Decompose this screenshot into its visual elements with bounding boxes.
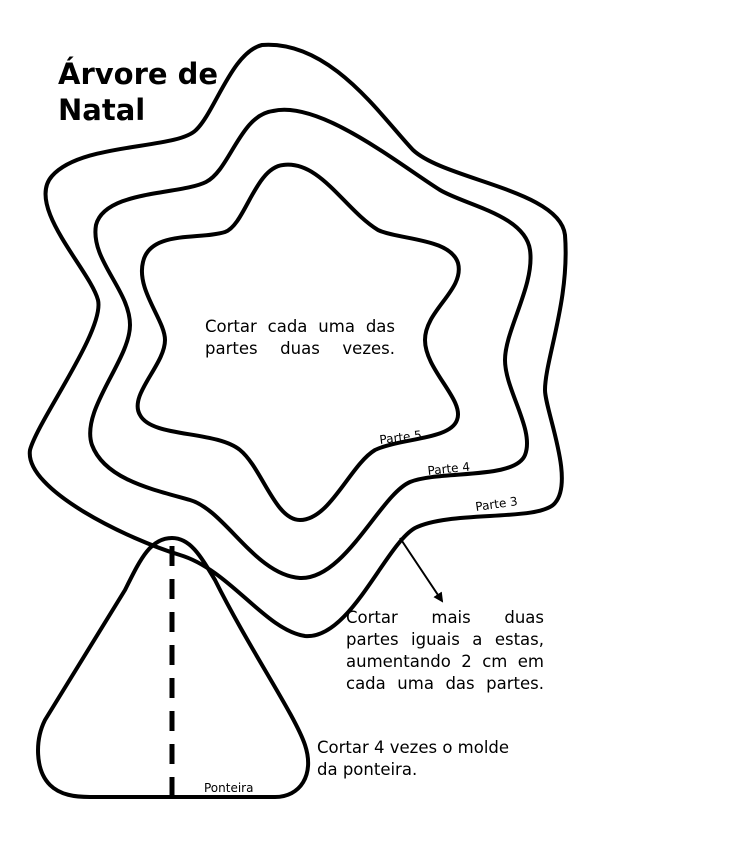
pointer-arrow	[400, 538, 442, 601]
label-parte-4: Parte 4	[426, 459, 471, 478]
ponteira-note-line-2: da ponteira.	[317, 760, 418, 779]
label-ponteira: Ponteira	[204, 781, 254, 795]
center-note-line-1: Cortar cada uma das	[205, 317, 395, 336]
page-title-line-2: Natal	[58, 93, 146, 127]
label-parte-3: Parte 3	[474, 494, 519, 514]
label-parte-5: Parte 5	[378, 427, 423, 447]
extra-note-line-4: cada uma das partes.	[346, 674, 544, 693]
extra-note-line-2: partes iguais a estas,	[346, 630, 544, 649]
page-title-line-1: Árvore de	[58, 57, 219, 91]
extra-note-line-1: Cortar mais duas	[346, 608, 544, 627]
extra-note-line-3: aumentando 2 cm em	[346, 652, 544, 671]
center-note-line-2: partes duas vezes.	[205, 339, 395, 358]
ponteira-note-line-1: Cortar 4 vezes o molde	[317, 738, 510, 757]
